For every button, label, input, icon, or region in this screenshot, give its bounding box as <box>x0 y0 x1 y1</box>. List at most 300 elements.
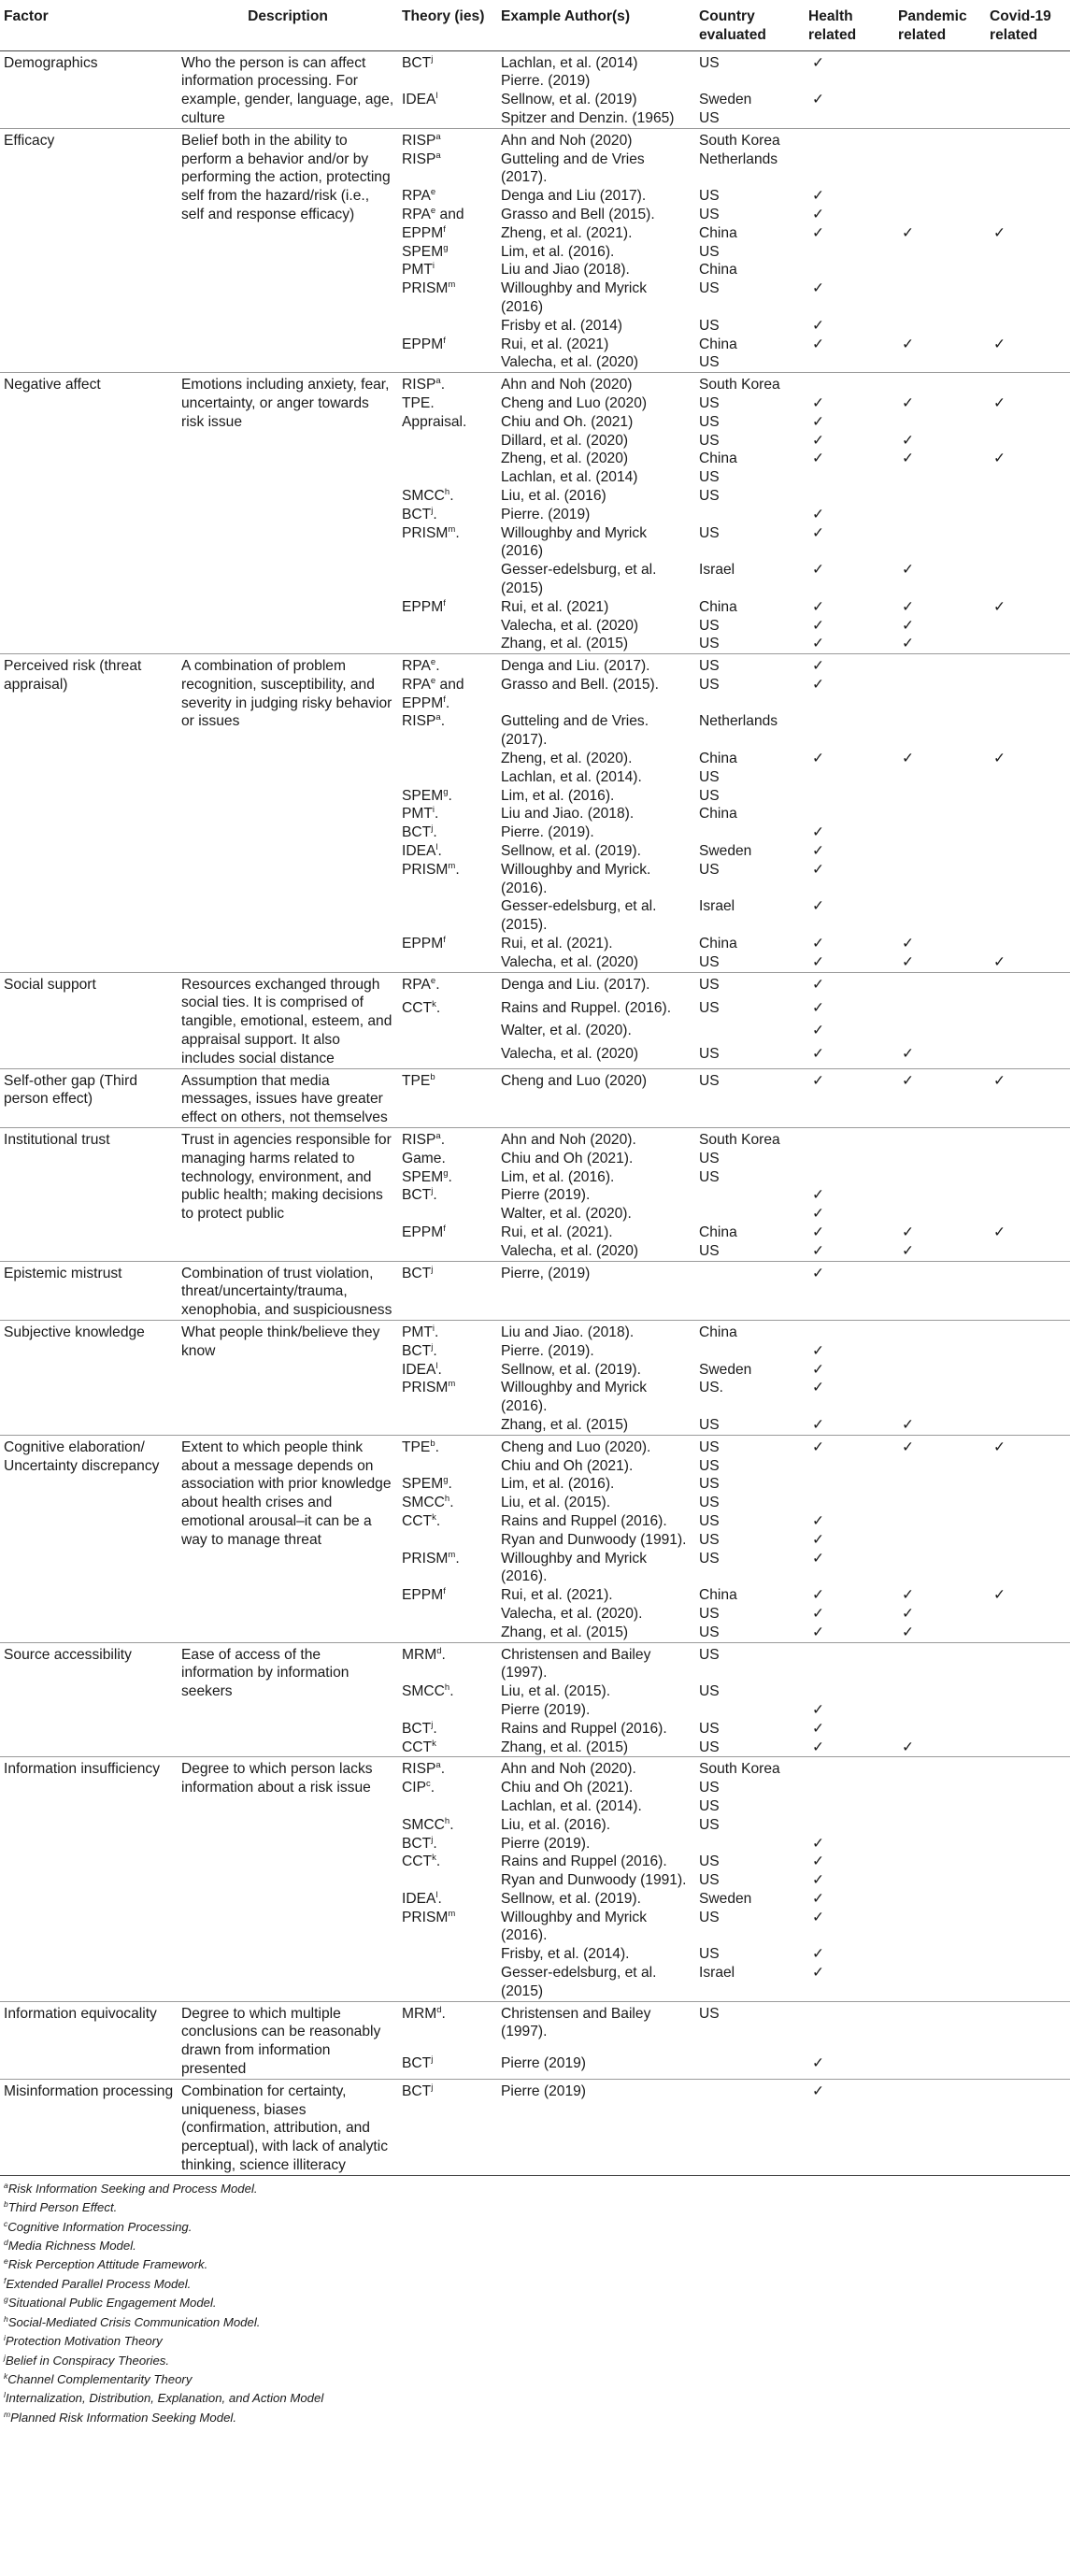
health-cell <box>805 1871 894 1890</box>
check-icon: ✓ <box>902 1624 915 1640</box>
check-icon: ✓ <box>812 936 825 952</box>
health-cell <box>805 1224 894 1242</box>
theory-cell <box>398 1379 497 1416</box>
author-cell: Rui, et al. (2021). <box>501 1587 613 1604</box>
check-icon: ✓ <box>812 976 825 993</box>
theory-cell <box>398 1642 497 1682</box>
theory-footnote-mark: g <box>443 786 449 797</box>
health-cell <box>805 2054 894 2080</box>
check-icon: ✓ <box>902 636 915 652</box>
pandemic-cell <box>894 206 986 224</box>
theory-cell <box>398 1720 497 1739</box>
pandemic-cell <box>894 1068 986 1126</box>
check-icon: ✓ <box>812 861 825 878</box>
country-cell: US <box>699 243 720 260</box>
author-cell: Rui, et al. (2021). <box>501 1224 613 1240</box>
covid-cell <box>986 1022 1070 1045</box>
table-row <box>0 2079 1070 2173</box>
author-cell: Gesser-edelsburg, et al. (2015) <box>501 562 657 596</box>
covid-cell <box>986 1068 1070 1126</box>
author-cell: Gutteling and de Vries. (2017). <box>501 713 649 749</box>
theory-name: BCT <box>402 54 432 71</box>
theory-name: RISP <box>402 713 436 730</box>
country-cell <box>695 694 805 713</box>
country-cell: South Korea <box>695 128 805 150</box>
author-cell: Willoughby and Myrick (2016). <box>501 1380 647 1415</box>
check-icon: ✓ <box>902 617 915 634</box>
covid-cell <box>986 861 1070 898</box>
theory-name: SMCC <box>402 1683 445 1700</box>
health-cell <box>805 128 894 150</box>
theory-name: PMT <box>402 262 433 279</box>
theory-cell <box>398 805 497 823</box>
country-cell: US <box>699 1797 720 1814</box>
health-cell <box>805 1835 894 1853</box>
check-icon: ✓ <box>902 751 915 767</box>
theory-name: BCT <box>402 1342 432 1359</box>
theory-footnote-mark: k <box>432 998 436 1009</box>
theory-footnote-mark: a <box>435 1760 441 1771</box>
pandemic-cell <box>894 394 986 413</box>
covid-cell <box>986 206 1070 224</box>
description-cell: Degree to which multiple conclusions can be reasonably drawn from information presented <box>178 2001 398 2079</box>
theory-name: MRM <box>402 1646 437 1663</box>
theory-cell <box>398 1779 497 1797</box>
check-icon: ✓ <box>812 1835 825 1852</box>
author-cell: Rui, et al. (2021) <box>501 598 609 615</box>
theory-cell <box>398 1945 497 1964</box>
theory-suffix: . <box>435 999 441 1016</box>
pandemic-cell <box>894 897 986 935</box>
theory-name: TPE. <box>402 394 435 411</box>
theory-footnote-mark: i <box>432 1323 435 1334</box>
pandemic-cell <box>894 487 986 506</box>
theory-cell <box>398 50 497 72</box>
pandemic-cell <box>894 72 986 91</box>
covid-cell <box>986 1835 1070 1853</box>
theory-footnote-mark: k <box>432 1738 436 1749</box>
theory-cell <box>398 1205 497 1224</box>
description-cell: Trust in agencies responsible for managing harms related to technology, environment, and public health; making decisions to protect public <box>178 1128 398 1262</box>
theory-footnote-mark: i <box>432 261 435 272</box>
theory-name: RPA <box>402 976 431 993</box>
health-cell <box>805 261 894 279</box>
country-cell: US <box>699 1242 720 1259</box>
theory-cell <box>398 1261 497 1319</box>
covid-cell <box>986 2054 1070 2080</box>
theory-footnote-mark: j <box>431 53 434 64</box>
country-cell: US <box>695 2001 805 2054</box>
health-cell <box>805 1757 894 1779</box>
check-icon: ✓ <box>812 92 825 108</box>
author-cell: Liu, et al. (2015). <box>501 1495 611 1511</box>
table-row <box>0 128 1070 150</box>
factor-cell: Efficacy <box>0 128 178 372</box>
check-icon: ✓ <box>902 1438 915 1455</box>
health-cell <box>805 1945 894 1964</box>
description-cell: A combination of problem recognition, susceptibility, and severity in judging risky behavior or issues <box>178 654 398 973</box>
theory-cell <box>398 1586 497 1605</box>
author-cell: Walter, et al. (2020). <box>501 1206 632 1223</box>
covid-cell <box>986 768 1070 787</box>
health-cell <box>805 394 894 413</box>
theory-footnote-mark: b <box>430 1438 435 1449</box>
theory-suffix: . <box>449 1495 454 1511</box>
health-cell <box>805 953 894 972</box>
health-cell <box>805 1642 894 1682</box>
health-cell <box>805 2001 894 2054</box>
theory-footnote-mark: j <box>431 505 434 516</box>
pandemic-cell <box>894 1379 986 1416</box>
theory-suffix: . <box>433 824 437 841</box>
covid-cell <box>986 72 1070 91</box>
country-cell: US <box>699 487 720 504</box>
author-cell: Rains and Ruppel (2016). <box>501 1512 667 1529</box>
author-cell: Pierre (2019). <box>501 1835 591 1852</box>
country-cell: US <box>699 54 720 71</box>
pandemic-cell <box>894 524 986 562</box>
country-cell <box>695 1701 805 1720</box>
country-cell: US <box>699 861 720 878</box>
covid-cell <box>986 1624 1070 1642</box>
theory-cell <box>398 1186 497 1205</box>
footnote-line <box>4 2275 1066 2294</box>
author-cell: Lachlan, et al. (2014). <box>501 1797 642 1814</box>
pandemic-cell <box>894 224 986 243</box>
theory-cell <box>398 243 497 262</box>
covid-cell <box>986 1757 1070 1779</box>
theory-cell <box>398 109 497 128</box>
author-cell: Christensen and Bailey (1997). <box>497 2001 695 2054</box>
check-icon: ✓ <box>993 598 1006 615</box>
health-cell <box>805 1512 894 1531</box>
check-icon: ✓ <box>812 953 825 970</box>
author-cell: Pierre. (2019) <box>501 73 591 90</box>
check-icon: ✓ <box>812 1909 825 1925</box>
author-cell: Ryan and Dunwoody (1991). <box>501 1872 687 1889</box>
covid-cell <box>986 1150 1070 1168</box>
covid-cell <box>986 353 1070 372</box>
pandemic-cell <box>894 1242 986 1261</box>
health-cell <box>805 1242 894 1261</box>
theory-cell <box>398 750 497 768</box>
theory-cell <box>398 1475 497 1494</box>
pandemic-cell <box>894 1701 986 1720</box>
author-cell <box>497 694 695 713</box>
check-icon: ✓ <box>812 898 825 915</box>
check-icon: ✓ <box>812 1720 825 1737</box>
theory-footnote-mark: k <box>432 1853 436 1864</box>
check-icon: ✓ <box>812 1242 825 1259</box>
theory-footnote-mark: m <box>448 1908 456 1919</box>
country-cell: US <box>699 1720 720 1737</box>
covid-cell <box>986 506 1070 524</box>
pandemic-cell <box>894 1342 986 1361</box>
covid-cell <box>986 635 1070 653</box>
theory-suffix: . <box>433 1835 437 1852</box>
theory-footnote-mark: a <box>435 150 441 161</box>
footnote-line <box>4 2255 1066 2274</box>
theory-cell <box>398 1128 497 1150</box>
covid-cell <box>986 842 1070 861</box>
covid-cell <box>986 750 1070 768</box>
check-icon: ✓ <box>812 188 825 205</box>
pandemic-cell <box>894 861 986 898</box>
country-cell: US <box>699 432 720 449</box>
author-cell: Ahn and Noh (2020) <box>497 128 695 150</box>
pandemic-cell <box>894 1022 986 1045</box>
covid-cell <box>986 1379 1070 1416</box>
footnote-line <box>4 2198 1066 2217</box>
country-cell: US <box>699 1457 720 1474</box>
pandemic-cell <box>894 1224 986 1242</box>
theory-suffix: . <box>440 713 446 730</box>
health-cell <box>805 1205 894 1224</box>
health-cell <box>805 1816 894 1835</box>
health-cell <box>805 676 894 694</box>
covid-cell <box>986 109 1070 128</box>
health-cell <box>805 1739 894 1757</box>
theory-footnote-mark: g <box>443 1475 449 1486</box>
check-icon: ✓ <box>812 843 825 860</box>
factor-cell: Misinformation processing <box>0 2079 178 2175</box>
author-cell: Lim, et al. (2016). <box>501 243 615 260</box>
author-cell: Denga and Liu (2017). <box>501 188 647 205</box>
theory-name: PRISM <box>402 861 449 878</box>
pandemic-cell <box>894 1909 986 1946</box>
pandemic-cell <box>894 1320 986 1341</box>
theory-footnote-mark: h <box>444 1494 450 1505</box>
theory-cell <box>398 413 497 432</box>
covid-cell <box>986 1797 1070 1816</box>
theory-name: SPEM <box>402 1168 444 1185</box>
theory-footnote-mark: f <box>443 1224 446 1234</box>
theory-cell <box>398 712 497 750</box>
theory-footnote-mark: d <box>436 1645 442 1656</box>
author-cell: Zhang, et al. (2015) <box>501 636 629 652</box>
health-cell <box>805 1494 894 1512</box>
description-cell: Belief both in the ability to perform a behavior and/or by performing the action, protecting self from the hazard/risk (i.e., self and response efficacy) <box>178 128 398 372</box>
theory-footnote-mark: m <box>448 860 456 871</box>
check-icon: ✓ <box>812 1512 825 1529</box>
factor-cell: Information equivocality <box>0 2001 178 2079</box>
pandemic-cell <box>894 598 986 617</box>
factor-cell: Epistemic mistrust <box>0 1261 178 1320</box>
theory-name: EPPM <box>402 1224 444 1240</box>
author-cell: Sellnow, et al. (2019). <box>501 843 641 860</box>
theory-name: PMT <box>402 1324 433 1340</box>
header-covid: Covid-19 related <box>986 7 1070 50</box>
health-cell <box>805 1531 894 1550</box>
author-cell: Rains and Ruppel. (2016). <box>501 999 672 1016</box>
pandemic-cell <box>894 506 986 524</box>
author-cell: Lachlan, et al. (2014) <box>501 469 638 486</box>
covid-cell <box>986 373 1070 394</box>
author-cell: Denga and Liu. (2017). <box>497 972 695 999</box>
footnote-text: Situational Public Engagement Model. <box>7 2296 217 2311</box>
footnote-text: Cognitive Information Processing. <box>7 2219 193 2234</box>
country-cell: US <box>699 1909 720 1925</box>
health-cell <box>805 450 894 468</box>
theory-cell <box>398 1909 497 1946</box>
covid-cell <box>986 1605 1070 1624</box>
check-icon: ✓ <box>812 1739 825 1755</box>
country-cell: US. <box>699 1380 723 1396</box>
covid-cell <box>986 654 1070 676</box>
health-cell <box>805 1797 894 1816</box>
author-cell: Zhang, et al. (2015) <box>501 1416 629 1433</box>
theory-cell <box>398 394 497 413</box>
health-cell <box>805 506 894 524</box>
country-cell: US <box>699 1531 720 1548</box>
covid-cell <box>986 243 1070 262</box>
check-icon: ✓ <box>812 1872 825 1889</box>
theory-name: PRISM <box>402 1380 449 1396</box>
pandemic-cell <box>894 1045 986 1068</box>
theory-cell <box>398 91 497 109</box>
pandemic-cell <box>894 50 986 72</box>
theory-footnote-mark: a <box>435 712 441 723</box>
theory-cell <box>398 1320 497 1341</box>
check-icon: ✓ <box>902 598 915 615</box>
theory-cell <box>398 487 497 506</box>
theory-suffix: . <box>437 1361 442 1378</box>
country-cell: China <box>699 451 737 467</box>
country-cell: US <box>699 768 720 785</box>
header-health: Health related <box>805 7 894 50</box>
country-cell: US <box>695 1642 805 1682</box>
health-cell <box>805 109 894 128</box>
pandemic-cell <box>894 676 986 694</box>
theory-cell <box>398 694 497 713</box>
header-row <box>0 7 1070 50</box>
country-cell: US <box>699 676 720 693</box>
footnote-mark: m <box>4 2409 11 2419</box>
theory-cell <box>398 897 497 935</box>
header-pandemic: Pandemic related <box>894 7 986 50</box>
theory-name: CIP <box>402 1780 426 1796</box>
theory-cell <box>398 1816 497 1835</box>
footnote-text: Third Person Effect. <box>7 2200 118 2215</box>
theory-name: CCT <box>402 1853 433 1870</box>
theory-name: EPPM <box>402 336 444 352</box>
theory-suffix: and <box>435 676 464 693</box>
country-cell: US <box>699 524 720 541</box>
check-icon: ✓ <box>812 394 825 411</box>
pandemic-cell <box>894 187 986 206</box>
theory-suffix: . <box>448 1476 452 1493</box>
theory-footnote-mark: j <box>431 1834 434 1845</box>
covid-cell <box>986 1531 1070 1550</box>
health-cell <box>805 1416 894 1435</box>
pandemic-cell <box>894 1475 986 1494</box>
pandemic-cell <box>894 787 986 806</box>
author-cell: Rains and Ruppel (2016). <box>501 1853 667 1870</box>
pandemic-cell <box>894 1797 986 1816</box>
theory-footnote-mark: f <box>443 597 446 608</box>
footnote-mark: e <box>4 2256 8 2267</box>
theory-footnote-mark: c <box>426 1779 431 1790</box>
check-icon: ✓ <box>812 432 825 449</box>
health-cell <box>805 999 894 1023</box>
author-cell: Frisby et al. (2014) <box>501 317 622 334</box>
check-icon: ✓ <box>812 1072 825 1089</box>
table-body <box>0 50 1070 2175</box>
author-cell: Valecha, et al. (2020) <box>501 617 639 634</box>
theory-footnote-mark: g <box>443 242 449 253</box>
theory-footnote-mark: e <box>430 187 436 198</box>
pandemic-cell <box>894 1205 986 1224</box>
theory-footnote-mark: h <box>444 486 450 497</box>
covid-cell <box>986 1045 1070 1068</box>
pandemic-cell <box>894 617 986 636</box>
covid-cell <box>986 712 1070 750</box>
author-cell: Sellnow, et al. (2019) <box>501 92 637 108</box>
author-cell: Pierre (2019) <box>497 2079 695 2173</box>
covid-cell <box>986 336 1070 354</box>
factor-cell: Information insufficiency <box>0 1757 178 2001</box>
health-cell <box>805 72 894 91</box>
health-cell <box>805 861 894 898</box>
footnote-text: Social-Mediated Crisis Communication Model. <box>7 2314 261 2329</box>
check-icon: ✓ <box>812 598 825 615</box>
country-cell: China <box>695 1320 805 1341</box>
theory-cell <box>398 2079 497 2173</box>
author-cell: Liu, et al. (2015). <box>501 1683 611 1700</box>
check-icon: ✓ <box>812 1361 825 1378</box>
health-cell <box>805 1779 894 1797</box>
country-cell: US <box>699 1872 720 1889</box>
pandemic-cell <box>894 1720 986 1739</box>
check-icon: ✓ <box>902 451 915 467</box>
author-cell: Frisby, et al. (2014). <box>501 1946 630 1963</box>
theory-footnote-mark: a <box>435 131 441 142</box>
theory-footnote-mark: a <box>435 1131 441 1142</box>
theory-suffix: . <box>448 1168 452 1185</box>
theory-footnote-mark: g <box>443 1167 449 1179</box>
theory-suffix: . <box>430 1780 435 1796</box>
health-cell <box>805 1168 894 1187</box>
table-row <box>0 2001 1070 2054</box>
theory-cell <box>398 432 497 451</box>
check-icon: ✓ <box>812 751 825 767</box>
pandemic-cell <box>894 2054 986 2080</box>
theory-footnote-mark: f <box>443 1586 446 1597</box>
theory-name: SPEM <box>402 243 444 260</box>
pandemic-cell <box>894 1757 986 1779</box>
covid-cell <box>986 897 1070 935</box>
author-cell: Grasso and Bell (2015). <box>501 206 655 222</box>
author-cell: Spitzer and Denzin. (1965) <box>501 109 675 126</box>
check-icon: ✓ <box>902 562 915 579</box>
author-cell: Dillard, et al. (2020) <box>501 432 629 449</box>
country-cell: China <box>699 1587 737 1604</box>
covid-cell <box>986 1642 1070 1682</box>
theory-name: BCT <box>402 2054 432 2071</box>
theory-suffix: . <box>435 806 439 823</box>
covid-cell <box>986 1550 1070 1587</box>
description-cell: Who the person is can affect information processing. For example, gender, language, age, culture <box>181 54 394 126</box>
footnote-text: Extended Parallel Process Model. <box>6 2276 192 2291</box>
table-row <box>0 1128 1070 1150</box>
check-icon: ✓ <box>902 224 915 241</box>
covid-cell <box>986 413 1070 432</box>
theory-suffix: . <box>435 1853 441 1870</box>
theory-cell <box>398 1494 497 1512</box>
pandemic-cell <box>894 450 986 468</box>
country-cell: US <box>699 1853 720 1870</box>
header-description: Description <box>178 7 398 50</box>
